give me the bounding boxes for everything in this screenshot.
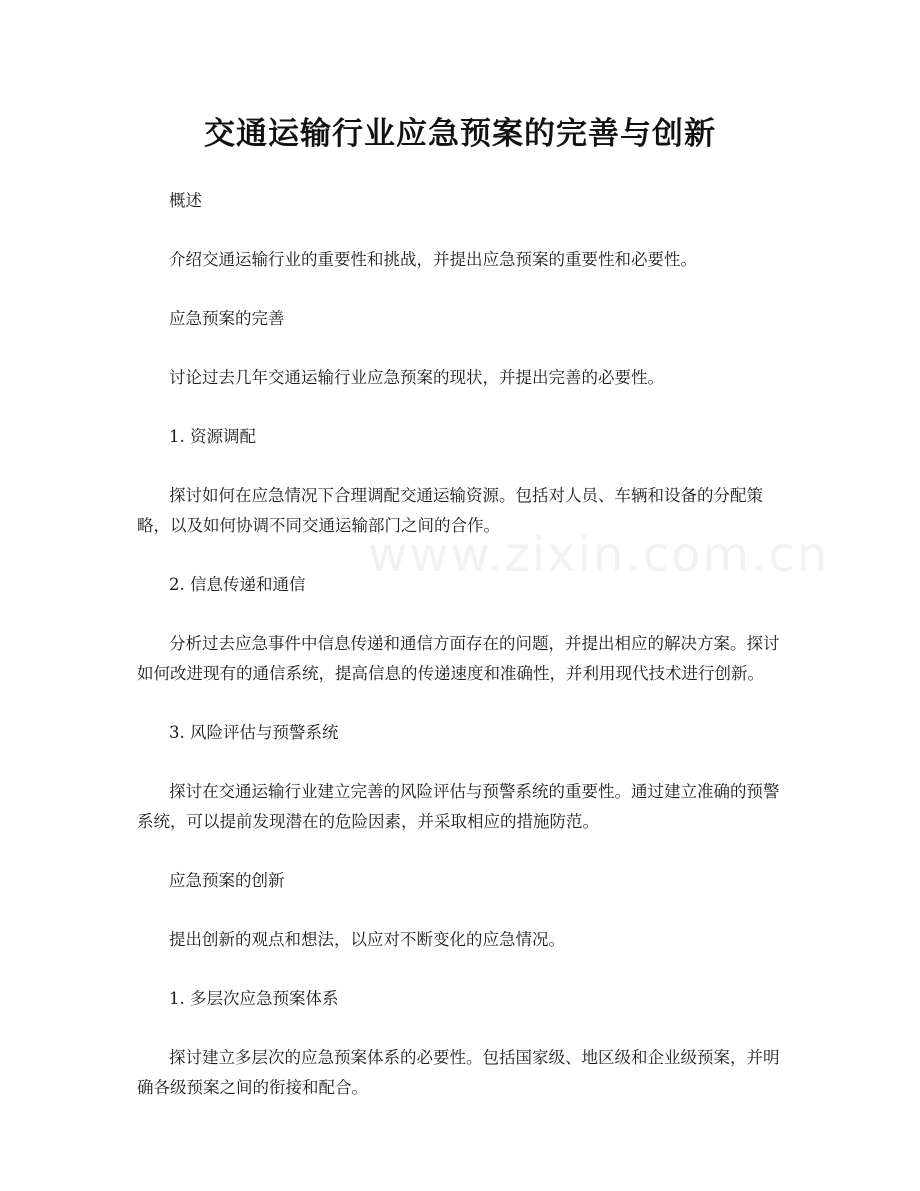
paragraph: 介绍交通运输行业的重要性和挑战，并提出应急预案的重要性和必要性。	[169, 250, 697, 269]
paragraph: 探讨在交通运输行业建立完善的风险评估与预警系统的重要性。通过建立准确的预警系统，可以提前发现潜在的危险因素，并采取相应的措施防范。	[137, 782, 780, 831]
heading-overview: 概述	[169, 191, 202, 210]
paragraph: 讨论过去几年交通运输行业应急预案的现状，并提出完善的必要性。	[169, 368, 664, 387]
subheading-resource-allocation: 1. 资源调配	[169, 427, 256, 446]
subheading-information-communication: 2. 信息传递和通信	[169, 575, 306, 594]
paragraph: 分析过去应急事件中信息传递和通信方面存在的问题，并提出相应的解决方案。探讨如何改进现有的通信系统，提高信息的传递速度和准确性，并利用现代技术进行创新。	[137, 634, 780, 683]
subheading-multilevel-system: 1. 多层次应急预案体系	[169, 989, 339, 1008]
heading-plan-improvement: 应急预案的完善	[169, 309, 285, 328]
paragraph: 探讨建立多层次的应急预案体系的必要性。包括国家级、地区级和企业级预案，并明确各级预案之间的衔接和配合。	[137, 1048, 780, 1097]
watermark: www.zixin.com.cn	[368, 527, 830, 583]
document-body	[137, 186, 787, 1103]
heading-plan-innovation: 应急预案的创新	[169, 871, 285, 890]
subheading-risk-warning: 3. 风险评估与预警系统	[169, 723, 339, 742]
paragraph: 探讨如何在应急情况下合理调配交通运输资源。包括对人员、车辆和设备的分配策略，以及如何协调不同交通运输部门之间的合作。	[137, 486, 763, 535]
document-title: 交通运输行业应急预案的完善与创新	[204, 116, 716, 152]
paragraph: 提出创新的观点和想法，以应对不断变化的应急情况。	[169, 930, 565, 949]
